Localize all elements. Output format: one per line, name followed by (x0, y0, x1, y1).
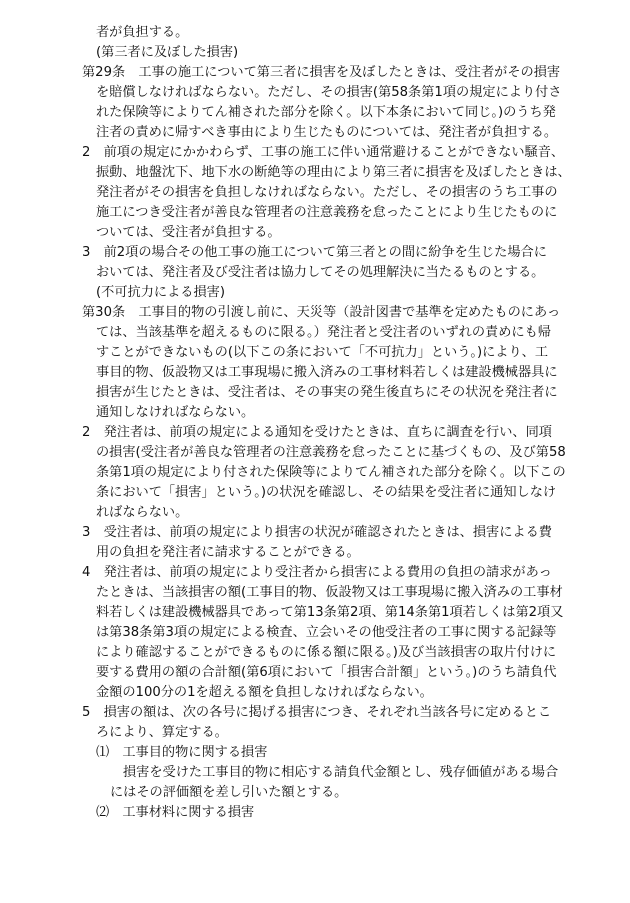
paragraph-number-line: 2 前項の規定にかかわらず、工事の施工に伴い通常避けることができない騒音、 (82, 145, 565, 160)
text-line: たときは、当該損害の額(工事目的物、仮設物又は工事現場に搬入済みの工事材 (96, 585, 563, 600)
text-line: ついては、受注者が負担する。 (96, 225, 281, 240)
text-line: 損害を受けた工事目的物に相応する請負代金額とし、残存価値がある場合 (123, 765, 559, 780)
paragraph-number-line: 5 損害の額は、次の各号に掲げる損害につき、それぞれ当該各号に定めるとこ (82, 705, 552, 720)
text-line: 要する費用の額の合計額(第6項において「損害合計額」という。)のうち請負代 (96, 665, 557, 680)
text-line: により確認することができるものに係る額に限る。)及び当該損害の取片付けに (96, 645, 557, 660)
text-line: 通知しなければならない。 (96, 405, 255, 420)
text-line: を賠償しなければならない。ただし、その損害(第58条第1項の規定により付さ (96, 85, 562, 100)
text-line: 注者の責めに帰すべき事由により生じたものについては、発注者が負担する。 (96, 125, 558, 140)
text-line: 条第1項の規定により付された保険等によりてん補された部分を除く。以下この (96, 465, 566, 480)
text-line: すことができないもの(以下この条において「不可抗力」という。)により、工 (96, 345, 549, 360)
text-line: は第38条第3項の規定による検査、立会いその他受注者の工事に関する記録等 (96, 625, 557, 640)
text-line: ては、当該基準を超えるものに限る。）発注者と受注者のいずれの責めにも帰 (96, 325, 551, 340)
text-line: おいては、発注者及び受注者は協力してその処理解決に当たるものとする。 (96, 265, 545, 280)
text-line: 条において「損害」という。)の状況を確認し、その結果を受注者に通知しなけ (96, 485, 557, 500)
article-30-heading: 第30条 工事目的物の引渡し前に、天災等（設計図書で基準を定めたものにあっ (82, 305, 561, 320)
item-heading: ⑵ 工事材料に関する損害 (96, 805, 255, 820)
paragraph-number-line: 2 発注者は、前項の規定による通知を受けたときは、直ちに調査を行い、同項 (82, 425, 552, 440)
text-line: 者が負担する。 (96, 25, 189, 40)
text-line: 損害が生じたときは、受注者は、その事実の発生後直ちにその状況を発注者に (96, 385, 558, 400)
text-line: ればならない。 (96, 505, 189, 520)
paragraph-number-line: 4 発注者は、前項の規定により受注者から損害による費用の負担の請求があっ (82, 565, 552, 580)
text-line: の損害(受注者が善良な管理者の注意義務を怠ったことに基づくもの、及び第58 (96, 445, 566, 460)
paragraph-number-line: 3 受注者は、前項の規定により損害の状況が確認されたときは、損害による費 (82, 525, 552, 540)
text-line: ろにより、算定する。 (96, 725, 228, 740)
text-line: 施工につき受注者が善良な管理者の注意義務を怠ったことにより生じたものに (96, 205, 558, 220)
text-line: 事目的物、仮設物又は工事現場に搬入済みの工事材料若しくは建設機械器具に (96, 365, 558, 380)
text-line: 料若しくは建設機械器具であって第13条第2項、第14条第1項若しくは第2項又 (96, 605, 564, 620)
text-line: 金額の100分の1を超える額を負担しなければならない。 (96, 685, 433, 700)
item-heading: ⑴ 工事目的物に関する損害 (96, 745, 268, 760)
text-line: にはその評価額を差し引いた額とする。 (110, 785, 348, 800)
text-line: 用の負担を発注者に請求することができる。 (96, 545, 360, 560)
text-line: 振動、地盤沈下、地下水の断絶等の理由により第三者に損害を及ぼしたときは、 (96, 165, 571, 180)
section-heading: (第三者に及ぼした損害) (96, 45, 239, 60)
paragraph-number-line: 3 前2項の場合その他工事の施工について第三者との間に紛争を生じた場合に (82, 245, 547, 260)
text-line: れた保険等によりてん補された部分を除く。以下本条において同じ。)のうち発 (96, 105, 556, 120)
text-line: 発注者がその損害を負担しなければならない。ただし、その損害のうち工事の (96, 185, 558, 200)
article-29-heading: 第29条 工事の施工について第三者に損害を及ぼしたときは、受注者がその損害 (82, 65, 561, 80)
section-heading: (不可抗力による損害) (96, 285, 225, 300)
